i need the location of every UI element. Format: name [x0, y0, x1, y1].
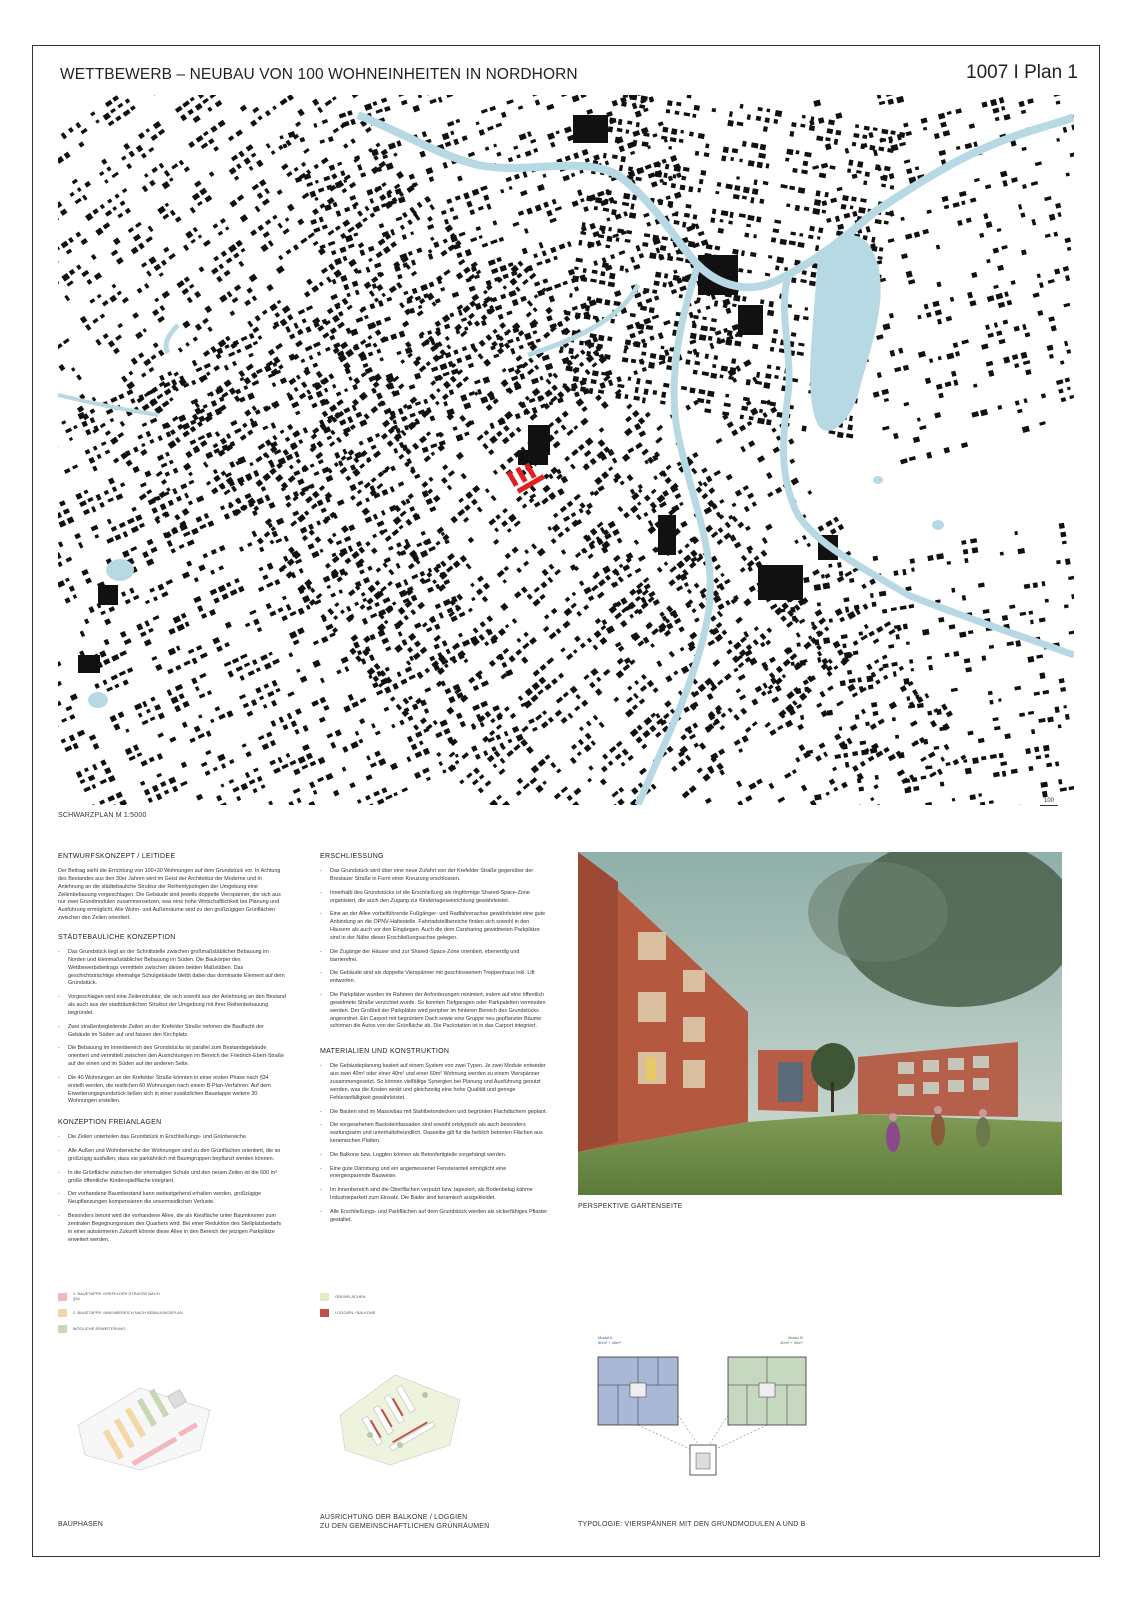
list-item: - Im Innenbereich sind die Oberflächen verputzt bzw. tapeziert, als Bodenbelag kähme Industrieparkett zum Einsatz. Die Bäder sind keramisch ausgekleidet. — [320, 1187, 548, 1203]
list-item: - In die Grünfläche zwischen der ehemaligen Schule und den neuen Zeilen ist die 600 m² große öffentliche Kinderspielfläche integriert. — [58, 1170, 286, 1186]
list-item: - Die 40 Wohnungen an der Krefelder Straße könnten in einer ersten Phase nach §34 erstellt werden, die restlichen 60 Wohnungen nach einem B-Plan-Verfahren. Auf dem Erweiterungsgrundstück ließen sich in einer zusätzlichen Bauetappe weitere 30 Wohnungen erstellen. — [58, 1075, 286, 1106]
urban-list — [58, 949, 286, 1106]
typology-graphic — [592, 1335, 812, 1485]
list-item: - Alle Außen und Wohnbereiche der Wohnungen sind zu den Grünflächen orientiert, die so großzügig ausfallen, dass sie parkähnlich mit Baumgruppen bepflanzt werden können. — [58, 1148, 286, 1164]
text-column-middle — [320, 852, 548, 1237]
list-item: - Die Zeilen unterteilen das Grundstück in Erschließungs- und Grünbereiche. — [58, 1134, 286, 1142]
legend-swatch — [58, 1325, 67, 1333]
legend-row — [320, 1290, 375, 1304]
list-item: - Das Grundstück wird über eine neue Zufahrt von der Krefelder Straße gegenüber der Breslauer Straße in Form einer Kreuzung erschlossen. — [320, 868, 548, 884]
list-item: - Besonders betont wird die vorhandene Allee, die als Kiesfläche unter Baumkronen zum zentralen Begegnungsraum des Quartiers wird. Bei einer Reduktion des Stellplatzbedarfs in einer autoärmeren Zukunft könnte diese Allee in den Bereich der jetzigen Parkplätze erweitert werden. — [58, 1213, 286, 1244]
list-item: - Eine gute Dämmung und ein angemessener Fensteranteil ermöglicht eine energiesparende Bauweise. — [320, 1166, 548, 1182]
perspective-graphic — [578, 852, 1062, 1195]
figure-ground-map — [58, 95, 1074, 805]
text-column-left — [58, 852, 286, 1256]
scale-bar: 100 — [1040, 798, 1058, 806]
concept-text: Der Beitrag sieht die Errichtung von 100+30 Wohnungen auf dem Grundstück vor. In Achtung des Bestandes aus den 30er Jahren wird im Geist der Architektur der Moderne und in Anlehnung an die städtebauliche Struktur der Reihentypologien der Umgebung eine Zeilenbebauung vorgeschlagen. Die Gebäude sind jeweils doppelte Vierspänner, die sich aus nur zwei Grundmodulen zusammensetzen, was eine hohe Wirtschaftlichkeit bei Planung und Ausführung ermöglicht. Alle Wohn- und Außenräume sind zu den großzügigen Grünflächen zwischen den Zeilen orientiert. — [58, 868, 281, 922]
access-list — [320, 868, 548, 1031]
legend-swatch — [320, 1293, 329, 1301]
access-heading: ERSCHLIESSUNG — [320, 853, 384, 860]
typology-diagram — [592, 1335, 812, 1485]
project-site-marker — [506, 463, 545, 494]
open-space-list — [58, 1134, 286, 1244]
balcony-caption — [320, 1513, 489, 1531]
list-item: - Die Gebäudeplanung basiert auf einem System von zwei Typen. Je zwei Module entweder aus zwei 40m² oder einer 40m² und einer 60m² Wohnung werden zu einem Vierspänner zusammengesetzt. So können vielfältige Synergien bei Planung und Ausführung genutzt werden, was die Kosten senkt und gleichzeitig eine hohe Qualität und geringe Fehleranfälligkeit gewährleistet. — [320, 1063, 548, 1102]
balcony-caption-line1: AUSRICHTUNG DER BALKONE / LOGGIEN — [320, 1514, 468, 1521]
list-item: - Die Zugänge der Häuser sind zur Shared-Space-Zone orientiert, ebenerdig und barrierefrei. — [320, 949, 548, 965]
phases-diagram — [70, 1370, 220, 1480]
module-b-label: Modul B — [788, 1335, 803, 1340]
legend-row — [58, 1322, 183, 1336]
legend-swatch — [58, 1309, 67, 1317]
open-space-heading: KONZEPTION FREIANLAGEN — [58, 1119, 162, 1127]
list-item: - Die Bebauung im Innenbereich des Grundstücks ist parallel zum Bestandsgebäude orientiert und vermittelt zwischen den Ausrichtungen im Bereich der Friedrich-Ebert-Straße auf der einen und im Süden auf der anderen Seite. — [58, 1045, 286, 1068]
list-item: - Die vorgesehenen Backsteinfassaden sind sowohl ortstypisch als auch besonders wartungsarm und unterhaltsfreundlich. Dasselbe gilt für die farblich betonten Flächen aus keramischen Platten. — [320, 1122, 548, 1145]
module-a-area: 60m² + 40m² — [598, 1340, 621, 1346]
legend-swatch — [58, 1293, 67, 1301]
legend-label: GRÜNFLÄCHEN — [335, 1293, 366, 1299]
balcony-diagram — [330, 1355, 470, 1475]
figure-ground-map-graphic — [58, 95, 1074, 805]
legend-label: MÖGLICHE ERWEITERUNG — [73, 1325, 126, 1331]
legend-phases — [58, 1290, 183, 1336]
legend-swatch — [320, 1309, 329, 1317]
module-b-area: 40m² + 40m² — [780, 1340, 803, 1346]
perspective-rendering — [578, 852, 1062, 1195]
list-item: - Die Gebäude sind als doppelte Vierspänner mit geschlossenem Treppenhaus inkl. Lift entworfen. — [320, 970, 548, 986]
map-caption: SCHWARZPLAN M 1:5000 — [58, 812, 147, 819]
phases-diagram-graphic — [70, 1370, 220, 1480]
list-item: - Der vorhandene Baumbestand kann weitestgehend erhalten werden, großzügige Neupflanzungen kompensieren die unvermeidlichen Verluste. — [58, 1191, 286, 1207]
balcony-caption-line2: ZU DEN GEMEINSCHAFTLICHEN GRÜNRÄUMEN — [320, 1523, 490, 1531]
sheet-title: WETTBEWERB – NEUBAU VON 100 WOHNEINHEITEN IN NORDHORN — [60, 66, 578, 83]
legend-label: 2. BAUETAPPE: INNENBEREICH NACH BEBAUUNGSPLAN — [73, 1309, 183, 1315]
urban-heading: STÄDTEBAULICHE KONZEPTION — [58, 933, 176, 941]
list-item: - Vorgeschlagen wird eine Zeilenstruktur, die sich sowohl aus der Anlehnung an den Bestand als auch aus der stadträumlichen Struktur der Umgebung mit ihrer Reihenbebauung begründet. — [58, 994, 286, 1017]
list-item: - Die Balkone bzw. Loggien können als Betonfertigteile vorgehängt werden. — [320, 1152, 548, 1160]
list-item: - Die Bauten sind im Massivbau mit Stahlbetondecken und begrünten Flachdächern geplant. — [320, 1109, 548, 1117]
concept-heading: ENTWURFSKONZEPT / LEITIDEE — [58, 853, 176, 860]
legend-row — [58, 1290, 183, 1304]
legend-row — [320, 1306, 375, 1320]
legend-balconies — [320, 1290, 375, 1320]
perspective-caption: PERSPEKTIVE GARTENSEITE — [578, 1203, 683, 1210]
module-a-label: Modul A — [598, 1335, 613, 1340]
list-item: - Das Grundstück liegt an der Schnittstelle zwischen großmaßstäblicher Bebauung im Norden und kleinmaßstäblicher Bebauung im Süden. Die Baukörper des Wettbewerbsbeitrags vermitteln zwischen diesen beiden Maßstäben. Das geschichtsträchtige ehemalige Schulgebäude bleibt dabei das dominante Element auf dem Grundstück. — [58, 949, 286, 988]
legend-row — [58, 1306, 183, 1320]
map-buildings — [58, 95, 1074, 805]
balcony-diagram-graphic — [330, 1355, 470, 1475]
list-item: - Eine an der Allee vorbeiführende Fußgänger- und Radfahrerachse gewährleistet eine gute Anbindung an die ÖPNV-Haltestelle. Fahrradstellbereiche finden sich sowohl in den Häusern als auch vor den Eingängen. Auch die dem Carsharing gewidmeten Parkplätze sind in der Nähe dieser Erschließungsachse gelegen. — [320, 911, 548, 942]
list-item: - Die Parkplätze wurden im Rahmen der Anforderungen minimiert, indem auf eine öffentlich gewidmete Straße verzichtet wurde. So konnten Tiefgaragen oder Parkpaletten vermieden werden. Der Großteil der Parkplätze wird peripher im hinteren Bereich des Grundstücks angeordnet. Ein Carport mit begrüntem Dach sowie eine Gruppe neu gepflanzter Bäume schirmen die Autos von der Grünfläche ab. Die Packstation ist in das Carport integriert. — [320, 992, 548, 1031]
list-item: - Innerhalb des Grundstücks ist die Erschließung als ringförmige Shared-Space-Zone organisiert, die auch den Zugang zur Kindertageseinrichtung gewährleistet. — [320, 890, 548, 906]
plan-number: 1007 I Plan 1 — [966, 62, 1078, 83]
typology-caption: TYPOLOGIE: VIERSPÄNNER MIT DEN GRUNDMODULEN A UND B — [578, 1521, 806, 1528]
list-item: - Alle Erschließungs- und Parkflächen auf dem Grundstück werden als sickerfähiges Pflaster gestaltet. — [320, 1209, 548, 1225]
phases-caption: BAUPHASEN — [58, 1521, 103, 1528]
legend-label: 1. BAUETAPPE: KREFELDER STRASSE NACH §34 — [73, 1291, 160, 1301]
list-item: - Zwei straßenbegleitende Zeilen an der Krefelder Straße nehmen die Bauflucht der Gebäude im Süden auf und fassen den Kirchplatz. — [58, 1024, 286, 1040]
materials-list — [320, 1063, 548, 1224]
materials-heading: MATERIALIEN UND KONSTRUKTION — [320, 1048, 450, 1056]
legend-label: LOGGIEN / BALKONE — [335, 1309, 376, 1315]
